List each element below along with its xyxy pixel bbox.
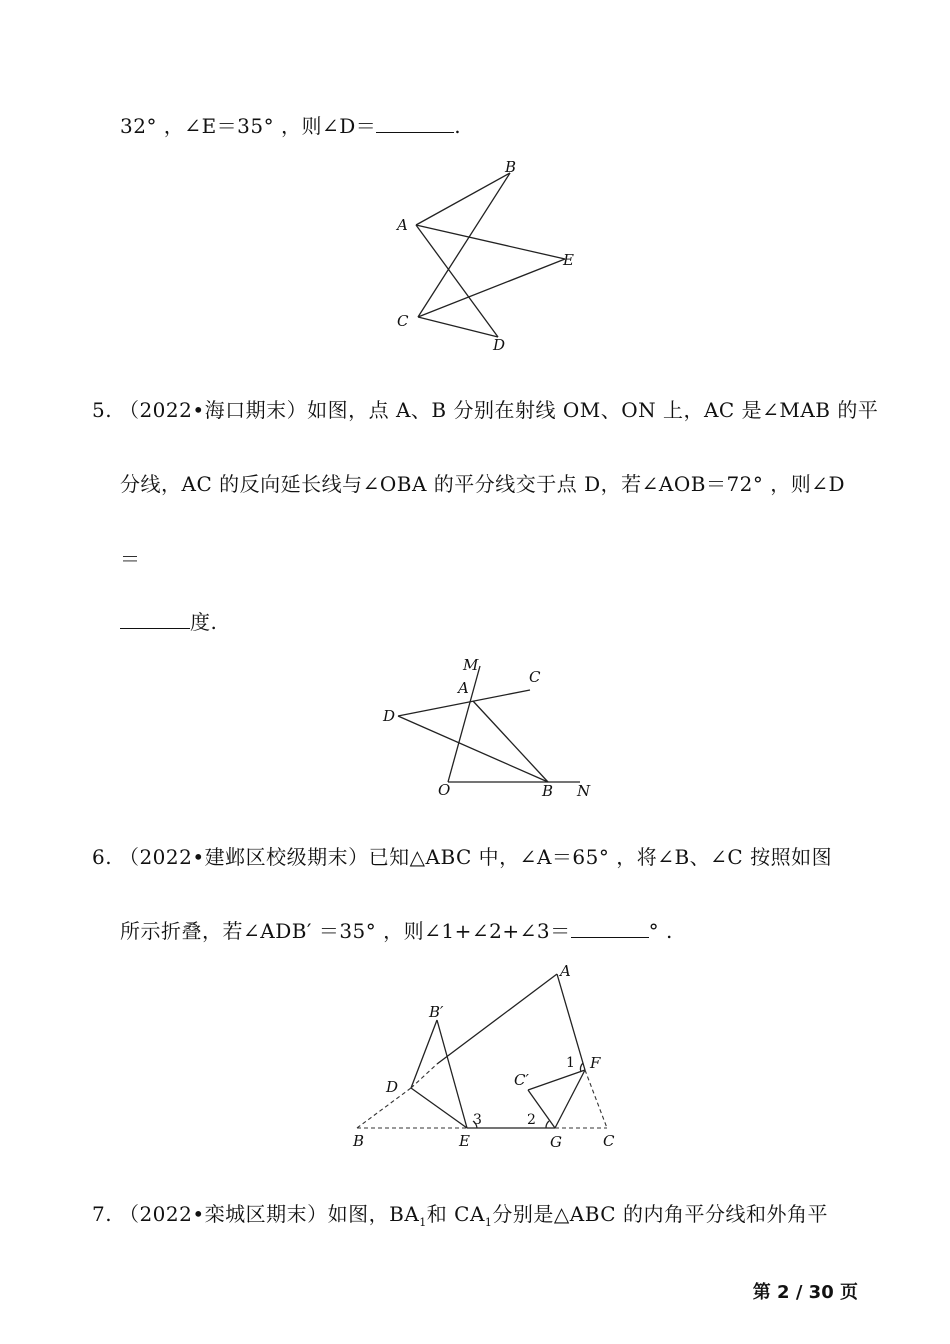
- q5-line-3: ＝: [120, 547, 141, 571]
- segment-bc: [418, 173, 510, 317]
- label-a: A: [397, 216, 408, 234]
- label-c: C: [603, 1132, 615, 1150]
- answer-blank: [376, 112, 454, 133]
- dashed-fc: [585, 1070, 607, 1128]
- angle-2-arc: [546, 1121, 549, 1128]
- label-f: F: [590, 1054, 601, 1072]
- side-ad: [437, 974, 557, 1064]
- q4-tail-text: 32° ，∠E＝35° ，则∠D＝ .: [120, 114, 462, 138]
- label-angle-1: 1: [566, 1055, 575, 1071]
- q7-line-1: 7. （2022•栾城区期末）如图，$BA_1$和 $CA_1$分别是△ABC 的内角平分线和外角平: [92, 1202, 828, 1229]
- segment-ab: [416, 173, 510, 225]
- label-c: C: [529, 668, 541, 686]
- label-c: C: [397, 312, 409, 330]
- figure-crossed-triangles: [380, 155, 600, 360]
- label-e: E: [459, 1132, 470, 1150]
- label-d: D: [383, 707, 396, 725]
- label-n: N: [577, 782, 591, 800]
- figure-2-svg: [370, 650, 610, 800]
- segment-ab: [473, 701, 548, 782]
- label-g: G: [550, 1133, 562, 1151]
- fold-de: [411, 1088, 467, 1128]
- q6-line-2: 所示折叠，若∠ADB′ ＝35° ，则∠1+∠2+∠3＝ ° .: [120, 919, 673, 943]
- label-a: A: [458, 679, 469, 697]
- figure-rays-om-on: [370, 650, 610, 800]
- dashed-bd: [357, 1088, 411, 1128]
- label-a: A: [560, 962, 571, 980]
- label-d: D: [493, 336, 506, 354]
- label-c-prime: C′: [514, 1071, 529, 1089]
- label-b-prime: B′: [429, 1003, 444, 1021]
- answer-blank: [571, 917, 649, 938]
- label-angle-2: 2: [527, 1112, 536, 1128]
- q5-line-1: 5. （2022•海口期末）如图，点 A、B 分别在射线 OM、ON 上，AC 是∠MAB 的平: [92, 398, 879, 422]
- segment-ce: [418, 259, 565, 317]
- q6-line-1: 6. （2022•建邺区校级期末）已知△ABC 中，∠A＝65° ，将∠B、∠C 按照如图: [92, 845, 833, 869]
- figure-1-svg: [380, 155, 600, 360]
- label-e: E: [563, 251, 574, 269]
- answer-blank: [120, 608, 190, 629]
- q5-line-2: 分线，AC 的反向延长线与∠OBA 的平分线交于点 D，若∠AOB＝72° ，则∠D: [120, 472, 846, 496]
- q5-line-4: 度.: [120, 608, 217, 636]
- page-number: 第 2 / 30 页: [752, 1282, 858, 1303]
- figure-3-svg: [345, 960, 635, 1160]
- label-b: B: [542, 782, 554, 800]
- segment-ae: [416, 225, 565, 259]
- fold-b-prime-e: [437, 1020, 467, 1128]
- label-b: B: [353, 1132, 365, 1150]
- label-o: O: [438, 781, 451, 799]
- fold-db-prime: [411, 1020, 437, 1088]
- segment-db: [398, 716, 548, 782]
- label-b: B: [505, 158, 517, 176]
- label-angle-3: 3: [473, 1112, 482, 1128]
- label-d: D: [386, 1078, 399, 1096]
- label-m: M: [463, 656, 479, 674]
- figure-folded-triangle: [345, 960, 635, 1160]
